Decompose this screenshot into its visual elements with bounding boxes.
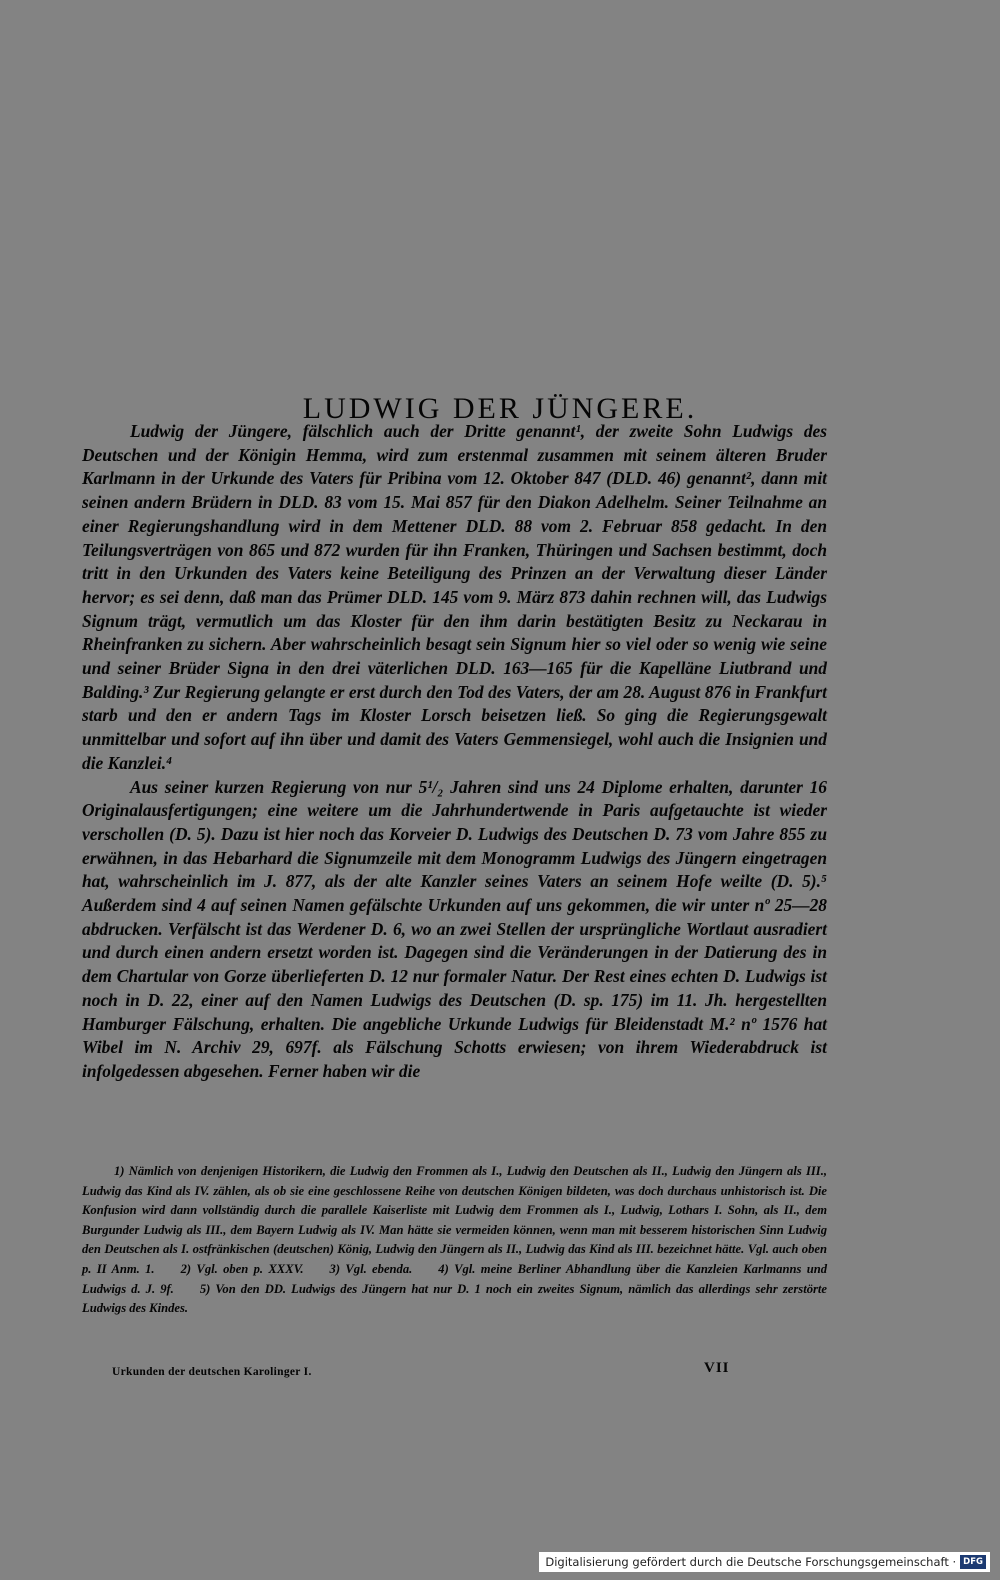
page-title: LUDWIG DER JÜNGERE. — [302, 392, 698, 426]
footnote-3: 3) Vgl. ebenda. — [329, 1261, 413, 1276]
signature-line: Urkunden der deutschen Karolinger I. — [112, 1366, 312, 1378]
footnote-2: 2) Vgl. oben p. XXXV. — [180, 1261, 304, 1276]
main-text — [82, 420, 827, 1084]
digitization-credit — [539, 1552, 990, 1572]
credit-text: Digitalisierung gefördert durch die Deutsche Forschungsgemeinschaft · — [545, 1555, 957, 1569]
footnote-1: 1) Nämlich von denjenigen Historikern, die Ludwig den Frommen als I., Ludwig den Deutschen als II., Ludwig den Jüngern als III., Ludwig das Kind als IV. zählen, als ob sie eine geschlossene Reihe von deutschen Königen bildeten, was doch durchaus unhistorisch ist. Die Konfusion wird dann vollständig durch die parallele Kaiserliste mit Ludwig dem Frommen als I., Ludwig, Lothars I. Sohn, als II., dem Burgunder Ludwig als III., dem Bayern Ludwig als IV. Man hätte sie vermeiden können, wenn man mit besserem historischen Sinn Ludwig den Deutschen als I. ostfränkischen (deutschen) König, Ludwig den Jüngern als II., Ludwig das Kind als III. bezeichnet hätte. Vgl. auch oben p. II Anm. 1. — [82, 1164, 827, 1276]
footnote-block — [82, 1162, 827, 1319]
paragraph: Aus seiner kurzen Regierung von nur 5¹/₂ Jahren sind uns 24 Diplome erhalten, darunter 16 Originalausfertigungen; eine weitere um die Jahrhundertwende in Paris aufgetauchte ist wieder verschollen (D. 5). Dazu ist hier noch das Korveier D. Ludwigs des Deutschen D. 73 vom Jahre 855 zu erwähnen, in das Hebarhard die Signumzeile mit dem Monogramm Ludwigs des Jüngern eingetragen hat, wahrscheinlich im J. 877, als der alte Kanzler seines Vaters an seinem Hofe weilte (D. 5).⁵ Außerdem sind 4 auf seinen Namen gefälschte Urkunden auf uns gekommen, die wir unter nº 25—28 abdrucken. Verfälscht ist das Werdener D. 6, wo an zwei Stellen der ursprüngliche Wortlaut ausradiert und durch einen andern ersetzt worden ist. Dagegen sind die Veränderungen in der Datierung des in dem Chartular von Gorze überlieferten D. 12 nur formaler Natur. Der Rest eines echten D. Ludwigs ist noch in D. 22, einer auf den Namen Ludwigs des Deutschen (D. sp. 175) im 11. Jh. hergestellten Hamburger Fälschung, erhalten. Die angebliche Urkunde Ludwigs für Bleidenstadt M.² nº 1576 hat Wibel im N. Archiv 29, 697f. als Fälschung Schotts erwiesen; von ihrem Wiederabdruck ist infolgedessen abgesehen. Ferner haben wir die — [82, 776, 827, 1081]
footnote-5: 5) Von den DD. Ludwigs des Jüngern hat nur D. 1 noch ein zweites Signum, nämlich das allerdings sehr zerstörte Ludwigs des Kindes. — [82, 1281, 827, 1316]
dfg-logo: DFG — [960, 1555, 986, 1569]
paragraph: Ludwig der Jüngere, fälschlich auch der Dritte genannt¹, der zweite Sohn Ludwigs des Deutschen und der Königin Hemma, wird zum erstenmal zusammen mit seinem älteren Bruder Karlmann in der Urkunde des Vaters für Pribina vom 12. Oktober 847 (DLD. 46) genannt², dann mit seinen andern Brüdern in DLD. 83 vom 15. Mai 857 für den Diakon Adelhelm. Seiner Teilnahme an einer Regierungshandlung wird in dem Mettener DLD. 88 vom 2. Februar 858 gedacht. In den Teilungsverträgen von 865 und 872 wurden für ihn Franken, Thüringen und Sachsen bestimmt, doch tritt in den Urkunden des Vaters keine Beteiligung des Prinzen an der Verwaltung dieser Länder hervor; es sei denn, daß man das Prümer DLD. 145 vom 9. März 873 dahin rechnen will, das Ludwigs Signum trägt, vermutlich um das Kloster für den ihm darin bestätigten Besitz zu Neckarau in Rheinfranken zu sichern. Aber wahrscheinlich besagt sein Signum hier so viel oder so wenig wie seine und seiner Brüder Signa in den drei väterlichen DLD. 163—165 für die Kapelläne Liutbrand und Balding.³ Zur Regierung gelangte er erst durch den Tod des Vaters, der am 28. August 876 in Frankfurt starb und den er andern Tags im Kloster Lorsch beisetzen ließ. So ging die Regierungsgewalt unmittelbar und sofort auf ihn über und damit des Vaters Gemmensiegel, wohl auch die Insignien und die Kanzlei.⁴ — [82, 421, 827, 773]
footnotes — [82, 1162, 827, 1319]
footnote-4: 4) Vgl. meine Berliner Abhandlung über die Kanzleien Karlmanns und Ludwigs d. J. 9f. — [82, 1261, 828, 1296]
folio: VII — [704, 1360, 730, 1376]
